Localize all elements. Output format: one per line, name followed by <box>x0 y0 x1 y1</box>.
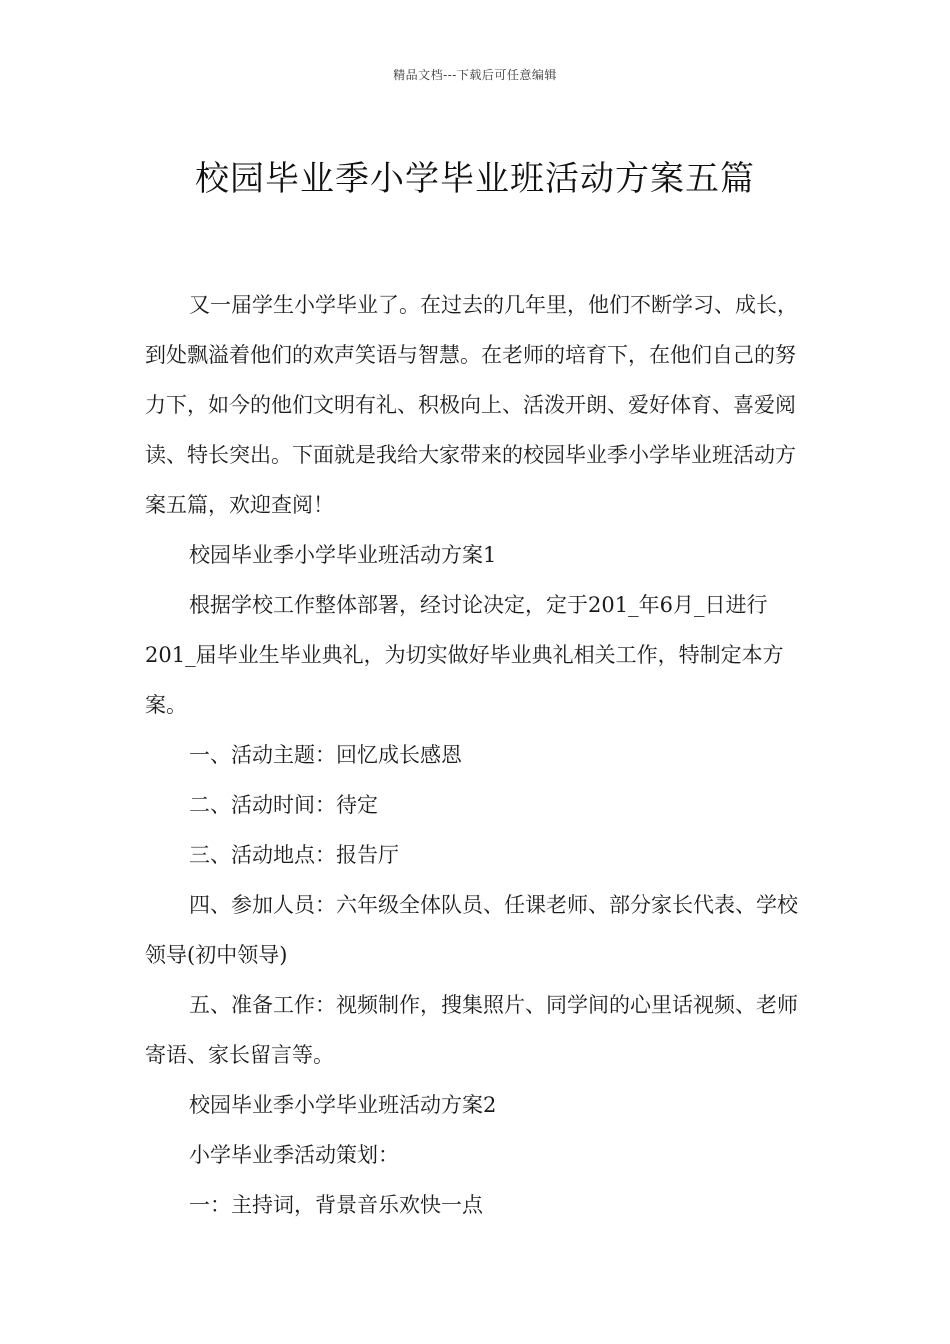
section-heading-1: 校园毕业季小学毕业班活动方案1 <box>189 543 497 567</box>
list-item-preparation: 五、准备工作：视频制作，搜集照片、同学间的心里话视频、老师寄语、家长留言等。 <box>145 993 798 1067</box>
document-body <box>145 280 807 1230</box>
list-item-host-script: 一：主持词，背景音乐欢快一点 <box>189 1193 483 1217</box>
list-item-participants: 四、参加人员：六年级全体队员、任课老师、部分家长代表、学校领导(初中领导) <box>145 893 798 967</box>
section-heading-2: 校园毕业季小学毕业班活动方案2 <box>189 1093 497 1117</box>
paragraph-plan-intro: 根据学校工作整体部署，经讨论决定，定于201_年6月_日进行201_届毕业生毕业典礼，为切实做好毕业典礼相关工作，特制定本方案。 <box>145 593 784 717</box>
list-item-theme: 一、活动主题：回忆成长感恩 <box>189 743 462 767</box>
header-note: 精品文档---下载后可任意编辑 <box>393 68 557 82</box>
document-title: 校园毕业季小学毕业班活动方案五篇 <box>195 158 755 199</box>
paragraph-plan-title: 小学毕业季活动策划： <box>189 1143 399 1167</box>
intro-paragraph: 又一届学生小学毕业了。在过去的几年里，他们不断学习、成长，到处飘溢着他们的欢声笑语与智慧。在老师的培育下，在他们自己的努力下，如今的他们文明有礼、积极向上、活泼开朗、爱好体育、喜爱阅读、特长突出。下面就是我给大家带来的校园毕业季小学毕业班活动方案五篇，欢迎查阅！ <box>145 293 798 517</box>
list-item-location: 三、活动地点：报告厅 <box>189 843 399 867</box>
list-item-time: 二、活动时间：待定 <box>189 793 378 817</box>
